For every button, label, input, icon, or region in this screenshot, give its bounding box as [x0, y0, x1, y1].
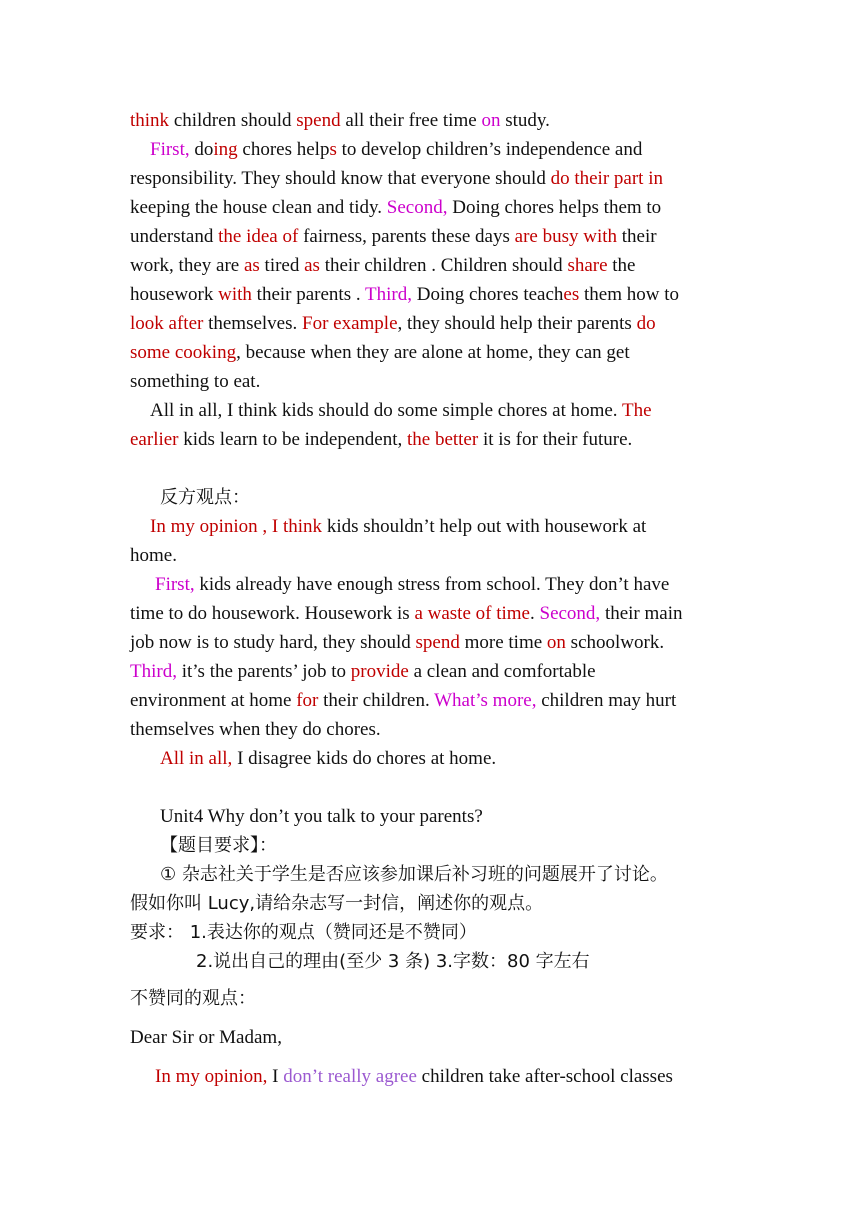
- text-line: [130, 570, 730, 599]
- highlight-segment: In my opinion,: [155, 1066, 273, 1087]
- text-segment: do: [194, 139, 214, 160]
- text-line: [130, 599, 730, 628]
- highlight-segment: Third,: [130, 661, 182, 682]
- text-segment: environment at home: [130, 690, 297, 711]
- text-segment: tired: [259, 255, 305, 276]
- text-segment: their children.: [318, 690, 435, 711]
- text-segment: children may hurt: [541, 690, 677, 711]
- text-line: [130, 715, 730, 744]
- text-segment: kids learn to be independent,: [178, 429, 407, 450]
- highlight-segment: ing: [213, 139, 238, 160]
- text-line: [130, 686, 730, 715]
- text-segment: kids already have enough stress from school. They don’t have: [199, 574, 670, 595]
- highlight-segment: with: [218, 284, 252, 305]
- highlight-segment: are busy with: [514, 226, 618, 247]
- text-line: [130, 657, 730, 686]
- highlight-segment: es: [563, 284, 580, 305]
- text-segment: it’s the parents’ job to: [181, 661, 351, 682]
- highlight-segment: All in all,: [160, 748, 238, 769]
- text-line: [130, 193, 730, 222]
- highlight-segment: spend: [415, 632, 460, 653]
- text-segment: I disagree kids do chores at home.: [237, 748, 497, 769]
- highlight-segment: share: [567, 255, 608, 276]
- highlight-segment: For example: [302, 313, 398, 334]
- text-segment: home.: [130, 545, 177, 566]
- text-segment: chores help: [237, 139, 330, 160]
- highlight-segment: do: [636, 313, 656, 334]
- text-segment: a clean and comfortable: [408, 661, 596, 682]
- highlight-segment: spend: [296, 110, 341, 131]
- highlight-segment: First,: [150, 139, 195, 160]
- text-segment: it is for their future.: [478, 429, 633, 450]
- text-line: [130, 860, 730, 889]
- blank-line: [130, 454, 730, 483]
- text-segment: Unit4 Why don’t you talk to your parents?: [160, 806, 483, 827]
- text-line: [130, 164, 730, 193]
- highlight-segment: on: [546, 632, 566, 653]
- highlight-segment: Second,: [386, 197, 453, 218]
- highlight-segment: think: [130, 110, 170, 131]
- text-line: [130, 106, 730, 135]
- text-line: [130, 251, 730, 280]
- text-segment: Doing chores helps them to: [452, 197, 662, 218]
- text-segment: housework: [130, 284, 219, 305]
- text-segment: Doing chores teach: [416, 284, 564, 305]
- text-segment: 假如你叫 Lucy,请给杂志写一封信，阐述你的观点。: [130, 893, 544, 914]
- text-segment: their children . Children should: [319, 255, 568, 276]
- text-line: [130, 396, 730, 425]
- text-segment: their: [617, 226, 657, 247]
- highlight-segment: Second,: [539, 603, 605, 624]
- text-segment: job now is to study hard, they should: [130, 632, 416, 653]
- highlight-segment: for: [296, 690, 319, 711]
- text-line: [130, 367, 730, 396]
- highlight-segment: on: [481, 110, 501, 131]
- text-line: [130, 947, 730, 976]
- text-segment: 【题目要求】：: [160, 835, 277, 856]
- text-segment: themselves when they do chores.: [130, 719, 381, 740]
- text-segment: something to eat.: [130, 371, 261, 392]
- text-segment: to develop children’s independence and: [336, 139, 643, 160]
- text-line: [130, 425, 730, 454]
- text-line: [130, 802, 730, 831]
- text-segment: themselves.: [203, 313, 303, 334]
- highlight-segment: First,: [155, 574, 200, 595]
- text-segment: them how to: [579, 284, 679, 305]
- text-segment: .: [530, 603, 540, 624]
- text-segment: 反方观点：: [160, 487, 250, 508]
- text-segment: kids shouldn’t help out with housework at: [322, 516, 647, 537]
- highlight-segment: What’s more,: [434, 690, 542, 711]
- text-segment: study.: [500, 110, 550, 131]
- blank-line: [130, 773, 730, 802]
- highlight-segment: a waste of time: [414, 603, 530, 624]
- text-segment: schoolwork.: [565, 632, 665, 653]
- highlight-segment: the idea of: [218, 226, 299, 247]
- text-line: [130, 512, 730, 541]
- highlight-segment: don’t really agree: [283, 1066, 417, 1087]
- text-segment: Dear Sir or Madam,: [130, 1027, 282, 1048]
- highlight-segment: the better: [406, 429, 479, 450]
- text-line: [130, 135, 730, 164]
- highlight-segment: earlier: [130, 429, 179, 450]
- text-line: [130, 918, 730, 947]
- highlight-segment: provide: [350, 661, 409, 682]
- highlight-segment: In my opinion , I think: [150, 516, 323, 537]
- text-segment: time to do housework. Housework is: [130, 603, 415, 624]
- text-segment: more time: [459, 632, 547, 653]
- text-segment: understand: [130, 226, 219, 247]
- text-segment: their main: [604, 603, 683, 624]
- text-line: [130, 744, 730, 773]
- text-segment: , because when they are alone at home, they can get: [236, 342, 630, 363]
- text-segment: keeping the house clean and tidy.: [130, 197, 387, 218]
- text-segment: 2.说出自己的理由(至少 3 条) 3.字数：80 字左右: [196, 951, 590, 972]
- text-line: [130, 280, 730, 309]
- text-line: [130, 1023, 730, 1052]
- text-line: [130, 889, 730, 918]
- text-segment: all their free time: [340, 110, 482, 131]
- text-segment: children should: [169, 110, 297, 131]
- highlight-segment: Third,: [365, 284, 417, 305]
- text-line: [130, 309, 730, 338]
- text-segment: children take after-school classes: [416, 1066, 673, 1087]
- text-line: [130, 541, 730, 570]
- highlight-segment: some cooking: [130, 342, 237, 363]
- text-line: [130, 1062, 730, 1091]
- text-line: [130, 831, 730, 860]
- text-segment: All in all, I think kids should do some simple chores at home.: [150, 400, 622, 421]
- document-body: [130, 106, 730, 1091]
- highlight-segment: The: [621, 400, 652, 421]
- text-line: [130, 222, 730, 251]
- text-segment: their parents .: [251, 284, 366, 305]
- text-line: [130, 338, 730, 367]
- text-segment: fairness, parents these days: [298, 226, 515, 247]
- highlight-segment: as: [243, 255, 260, 276]
- text-segment: ① 杂志社关于学生是否应该参加课后补习班的问题展开了讨论。: [160, 864, 668, 885]
- text-line: [130, 984, 730, 1013]
- text-segment: 不赞同的观点：: [130, 988, 256, 1009]
- highlight-segment: look after: [130, 313, 204, 334]
- text-segment: responsibility. They should know that everyone should: [130, 168, 551, 189]
- highlight-segment: as: [304, 255, 320, 276]
- text-segment: the: [607, 255, 636, 276]
- highlight-segment: do their part in: [550, 168, 663, 189]
- text-segment: , they should help their parents: [397, 313, 637, 334]
- text-segment: work, they are: [130, 255, 244, 276]
- text-segment: 要求： 1.表达你的观点（赞同还是不赞同）: [130, 922, 477, 943]
- text-line: [130, 628, 730, 657]
- text-line: [130, 483, 730, 512]
- text-segment: I: [272, 1066, 284, 1087]
- highlight-segment: s: [329, 139, 337, 160]
